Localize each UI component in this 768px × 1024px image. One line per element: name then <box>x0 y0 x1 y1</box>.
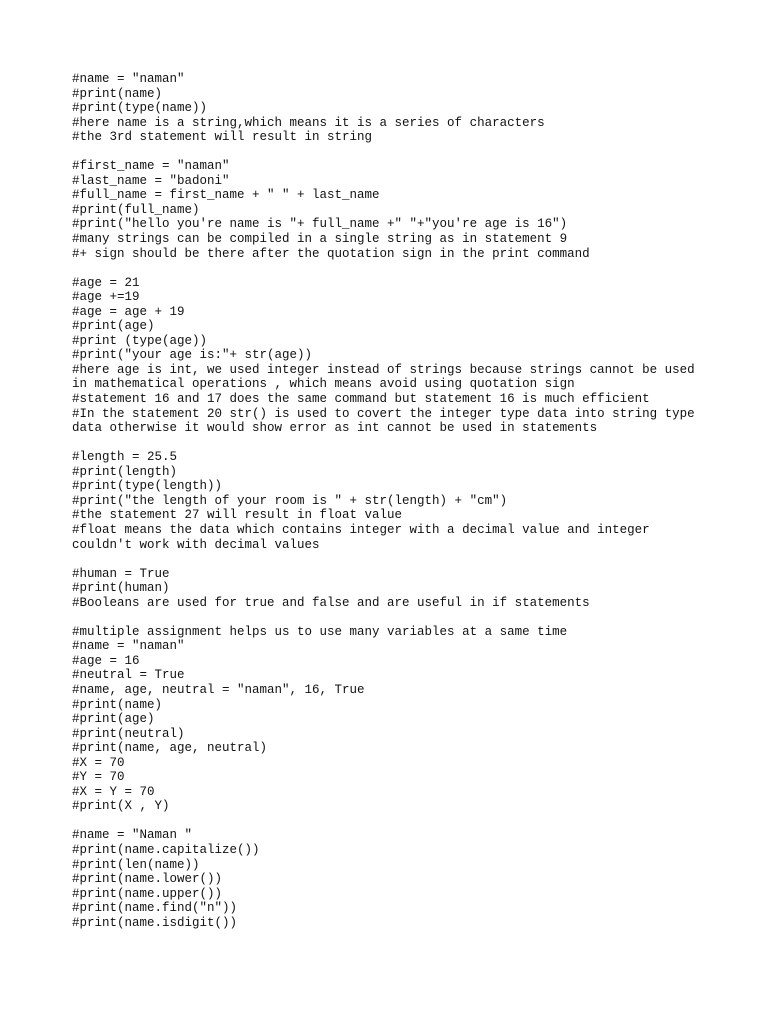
code-line: #print(name.upper()) <box>72 886 223 901</box>
code-block-booleans <box>72 567 722 611</box>
code-line: #print(X , Y) <box>72 799 170 814</box>
code-line: #here name is a string,which means it is a series of characters <box>72 115 545 130</box>
code-line: #Y = 70 <box>72 770 125 785</box>
code-line: #first_name = "naman" <box>72 159 230 174</box>
code-line: #Booleans are used for true and false and are useful in if statements <box>72 595 590 610</box>
code-line: #the 3rd statement will result in string <box>72 130 373 145</box>
code-line: #full_name = first_name + " " + last_name <box>72 188 380 203</box>
code-line: #print("hello you're name is "+ full_name +" "+"you're age is 16") <box>72 217 568 232</box>
code-line: #print(name.isdigit()) <box>72 915 238 930</box>
code-line: #print(human) <box>72 581 170 596</box>
code-line: #print(full_name) <box>72 202 200 217</box>
code-line: #print(name) <box>72 86 163 101</box>
code-line: #print(length) <box>72 464 178 479</box>
code-line: #name = "naman" <box>72 639 185 654</box>
code-line: #print("the length of your room is " + str(length) + "cm") <box>72 493 508 508</box>
code-line: #print(name.capitalize()) <box>72 842 260 857</box>
code-line: #print(name.lower()) <box>72 872 223 887</box>
code-line: #name = "Naman " <box>72 828 193 843</box>
code-line: #print(neutral) <box>72 726 185 741</box>
code-line: #many strings can be compiled in a single string as in statement 9 <box>72 232 568 247</box>
code-line: #name = "naman" <box>72 72 185 86</box>
code-line: #print(age) <box>72 319 155 334</box>
code-line: #age +=19 <box>72 290 140 305</box>
code-line: #multiple assignment helps us to use many variables at a same time <box>72 624 568 639</box>
code-line: #print(age) <box>72 712 155 727</box>
code-line: #float means the data which contains integer with a decimal value and integer <box>72 522 650 537</box>
code-line: #print(type(length)) <box>72 479 223 494</box>
code-line: #the statement 27 will result in float value <box>72 508 403 523</box>
code-line: data otherwise it would show error as int cannot be used in statements <box>72 421 598 436</box>
code-line: #+ sign should be there after the quotation sign in the print command <box>72 246 590 261</box>
code-line: #print(type(name)) <box>72 101 208 116</box>
code-line: #print(name, age, neutral) <box>72 741 268 756</box>
code-line: #In the statement 20 str() is used to covert the integer type data into string type <box>72 406 695 421</box>
code-line: couldn't work with decimal values <box>72 537 320 552</box>
code-line: #print(name.find("n")) <box>72 901 238 916</box>
code-line: #neutral = True <box>72 668 185 683</box>
code-line: #X = Y = 70 <box>72 784 155 799</box>
code-line: #statement 16 and 17 does the same command but statement 16 is much efficient <box>72 392 650 407</box>
code-line: #age = 16 <box>72 653 140 668</box>
code-block-multiple-assignment <box>72 625 722 814</box>
code-line: #X = 70 <box>72 755 125 770</box>
code-line: #last_name = "badoni" <box>72 173 230 188</box>
code-line: #print("your age is:"+ str(age)) <box>72 348 313 363</box>
code-block-floats <box>72 450 722 552</box>
code-line: #age = 21 <box>72 275 140 290</box>
code-line: #here age is int, we used integer instead of strings because strings cannot be used <box>72 362 695 377</box>
code-line: #print(name) <box>72 697 163 712</box>
code-line: #print (type(age)) <box>72 333 208 348</box>
code-line: #length = 25.5 <box>72 450 178 465</box>
code-block-string-concat <box>72 159 722 261</box>
code-block-integers <box>72 276 722 436</box>
code-block-string-basics <box>72 72 722 145</box>
document-page <box>72 72 722 945</box>
code-line: in mathematical operations , which means avoid using quotation sign <box>72 377 575 392</box>
code-line: #print(len(name)) <box>72 857 200 872</box>
code-line: #name, age, neutral = "naman", 16, True <box>72 682 365 697</box>
code-line: #age = age + 19 <box>72 304 185 319</box>
code-line: #human = True <box>72 566 170 581</box>
code-block-string-methods <box>72 828 722 930</box>
